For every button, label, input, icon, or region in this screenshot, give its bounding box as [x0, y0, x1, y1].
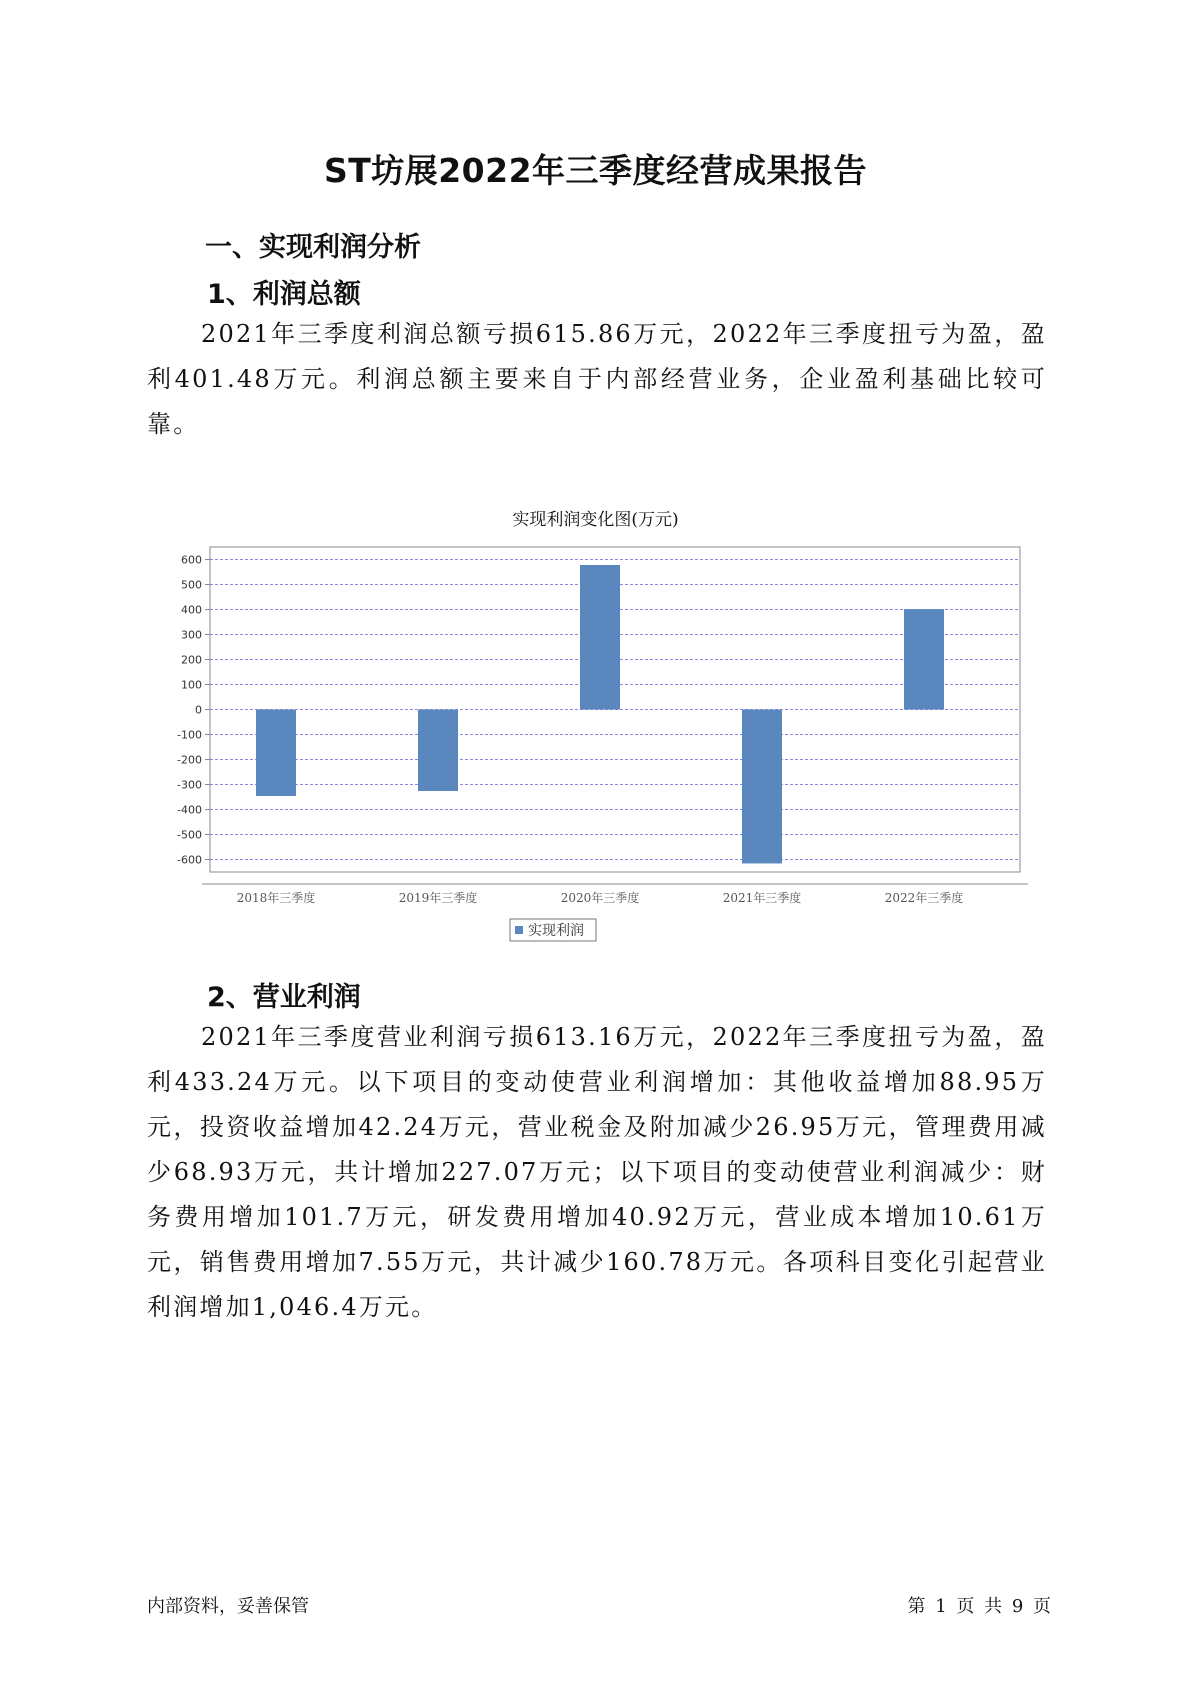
y-tick-label: -200	[177, 753, 202, 767]
y-tick-label: 600	[181, 553, 202, 567]
x-tick-label: 2022年三季度	[884, 891, 964, 905]
legend-swatch	[515, 926, 523, 934]
y-tick-label: -600	[177, 853, 202, 867]
y-tick-label: 400	[181, 603, 202, 617]
y-tick-label: 0	[195, 703, 202, 717]
y-tick-label: -500	[177, 828, 202, 842]
bar	[742, 710, 782, 864]
bar	[904, 609, 944, 709]
y-tick-label: -400	[177, 803, 202, 817]
bar	[418, 710, 458, 792]
footer-page-number: 第 1 页 共 9 页	[907, 1596, 1051, 1617]
chart-title: 实现利润变化图(万元)	[512, 510, 679, 530]
bar	[580, 565, 620, 710]
total-profit-paragraph: 2021年三季度利润总额亏损615.86万元，2022年三季度扭亏为盈，盈利401.48万元。利润总额主要来自于内部经营业务，企业盈利基础比较可靠。	[147, 320, 1047, 438]
operating-profit-paragraph: 2021年三季度营业利润亏损613.16万元，2022年三季度扭亏为盈，盈利433.24万元。以下项目的变动使营业利润增加：其他收益增加88.95万元，投资收益增加42.24万元，营业税金及附加减少26.95万元，管理费用减少68.93万元，共计增加227.07万元；以下项目的变动使营业利润减少：财务费用增加101.7万元，研发费用增加40.92万元，营业成本增加10.61万元，销售费用增加7.55万元，共计减少160.78万元。各项科目变化引起营业利润增加1,046.4万元。	[147, 1023, 1047, 1321]
bar	[256, 710, 296, 797]
y-tick-label: 300	[181, 628, 202, 642]
y-tick-label: -300	[177, 778, 202, 792]
y-tick-label: 200	[181, 653, 202, 667]
subheading-total-profit: 1、利润总额	[207, 279, 361, 310]
section-heading-profit-analysis: 一、实现利润分析	[205, 232, 421, 263]
subheading-operating-profit: 2、营业利润	[207, 982, 361, 1013]
x-tick-label: 2018年三季度	[236, 891, 316, 905]
footer-confidential-note: 内部资料，妥善保管	[147, 1596, 309, 1617]
x-tick-label: 2021年三季度	[722, 891, 802, 905]
y-tick-label: 100	[181, 678, 202, 692]
x-tick-label: 2019年三季度	[398, 891, 478, 905]
y-tick-label: 500	[181, 578, 202, 592]
profit-bar-chart	[160, 535, 1040, 955]
legend-label: 实现利润	[528, 923, 584, 939]
x-tick-label: 2020年三季度	[560, 891, 640, 905]
page-title: ST坊展2022年三季度经营成果报告	[323, 151, 868, 190]
y-tick-label: -100	[177, 728, 202, 742]
